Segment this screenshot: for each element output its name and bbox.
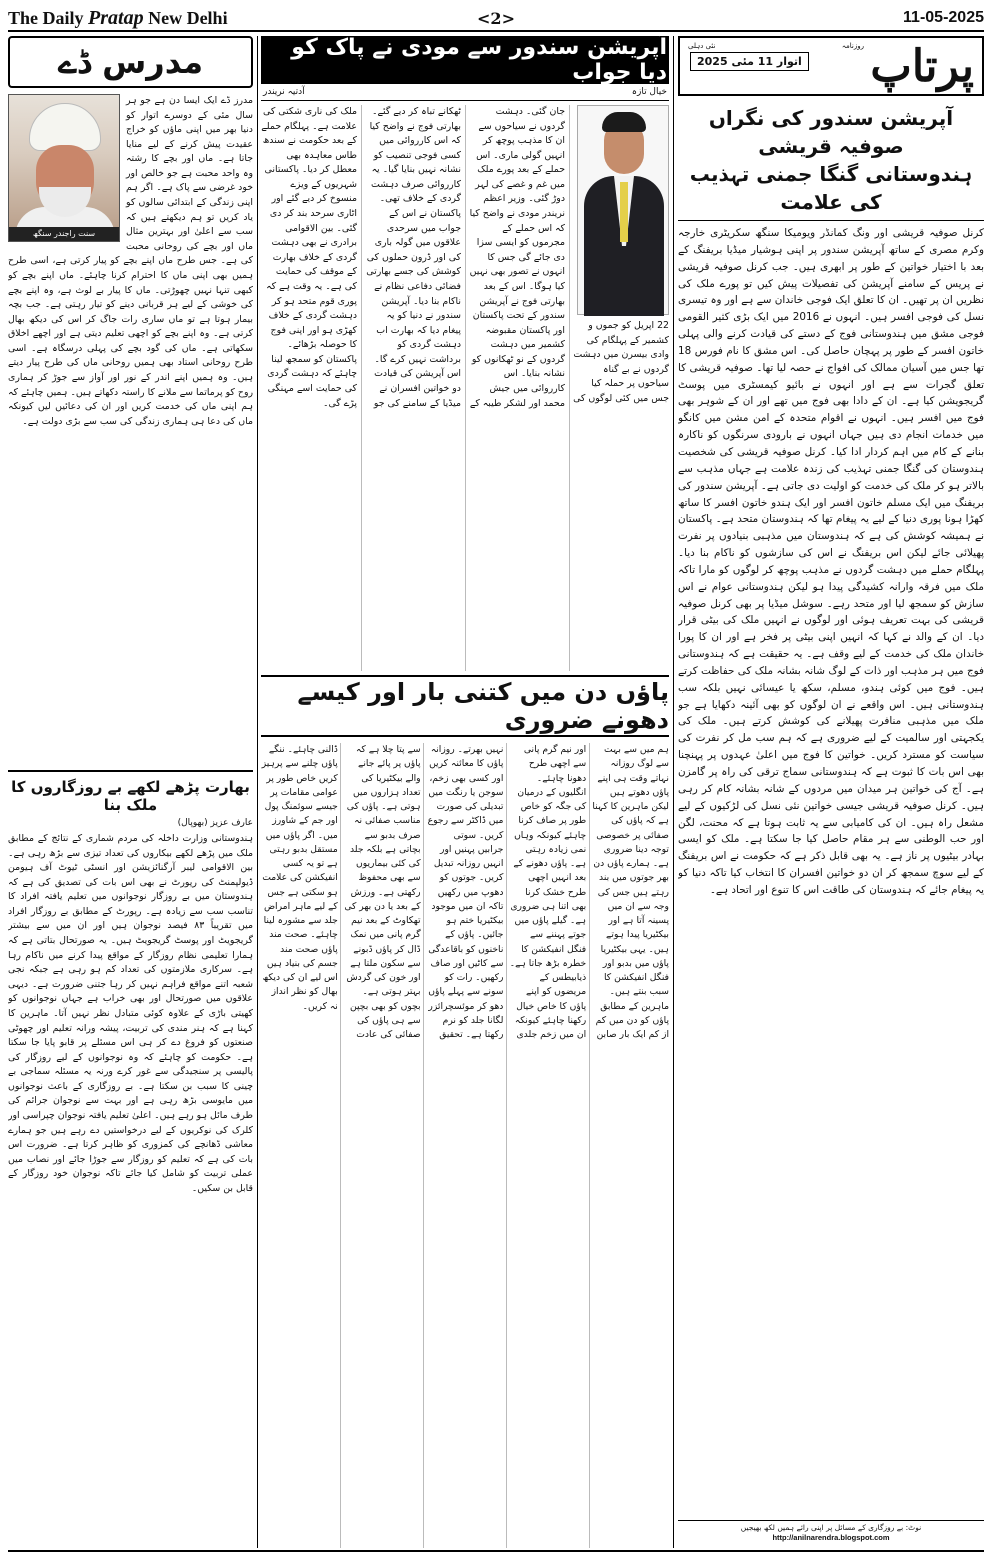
footer-note-text: نوٹ: بے روزگاری کے مسائل پر اپنی رائے ہمیں لکھ بھیجیں <box>740 1523 922 1532</box>
feet-washing-title-box <box>261 675 669 737</box>
operation-sindoor-title: آپریشن سندور سے مودی نے پاک کو دیا جواب <box>291 36 667 85</box>
column-divider <box>257 36 258 1548</box>
masthead-small-label: روزنامہ <box>841 42 864 50</box>
operation-sindoor-body: 22 اپریل کو جموں و کشمیر کے پہلگام کی وادی بیسرن میں دہشت گردوں نے بے گناہ سیاحوں پر حملہ کیا جس میں کئی لوگوں کی جان گئی۔ دہشت گردوں نے سیاحوں سے ان کا مذہب پوچھ کر انہیں گولی ماری۔ اس حملے کے بعد پورے ملک میں غم و غصے کی لہر دوڑ گئی۔ وزیر اعظم نریندر مودی نے واضح کیا کہ اس حملے کے مجرموں کو ایسی سزا دی جائے گی جس کا انہوں نے تصور بھی نہیں کیا ہوگا۔ اس کے بعد بھارتی فوج نے آپریشن سندور کے تحت پاکستان اور پاکستان مقبوضہ کشمیر میں دہشت گردوں کے نو ٹھکانوں کو نشانہ بنایا۔ اس کارروائی میں جیش محمد اور لشکر طیبہ کے ٹھکانے تباہ کر دیے گئے۔ بھارتی فوج نے واضح کیا کہ اس کارروائی میں کسی فوجی تنصیب کو نشانہ نہیں بنایا گیا۔ یہ کارروائی صرف دہشت گردی کے خلاف تھی۔ پاکستان نے اس کے جواب میں سرحدی علاقوں میں گولہ باری کی اور ڈرون حملوں کی کوشش کی جسے بھارتی فضائی دفاعی نظام نے ناکام بنا دیا۔ آپریشن سندور نے دنیا کو یہ پیغام دیا کہ بھارت اب دہشت گردی کو برداشت نہیں کرے گا۔ اس آپریشن کی قیادت دو خواتین افسران نے میڈیا کے سامنے کی جو ملک کی ناری شکتی کی علامت ہے۔ پہلگام حملے کے بعد حکومت نے سندھ طاس معاہدہ بھی معطل کر دیا۔ پاکستانی شہریوں کے ویزے منسوخ کر دیے گئے اور اٹاری سرحد بند کر دی گئی۔ بین الاقوامی برادری نے بھی دہشت گردی کے خلاف بھارت کے موقف کی حمایت کی ہے۔ یہ وقت ہے کہ پوری قوم متحد ہو کر دہشت گردی کے خلاف کھڑی ہو اور اپنی فوج کا حوصلہ بڑھائے۔ پاکستان کو سمجھ لینا چاہئے کہ دہشت گردی کی حمایت اسے مہنگی پڑے گی۔ <box>261 106 669 409</box>
middle-column <box>261 36 669 1548</box>
operation-sindoor-article <box>261 101 669 671</box>
blog-link[interactable]: http://anilnarendra.blogspot.com <box>772 1533 890 1543</box>
column-label: خیال تازہ <box>631 87 667 97</box>
sofia-qureshi-body: کرنل صوفیہ قریشی اور ونگ کمانڈر ویومیکا سنگھ سکریٹری خارجہ وکرم مصری کے ساتھ آپریشن سندور پر اپنی ہوشیار میڈیا بریفنگ کے بعد با اختیار خواتین کے طور پر ابھری ہیں۔ جب کرنل صوفیہ قریشی نے پریس کے سامنے آپریشن کی تفصیلات پیش کیں تو پورے ملک کی نظریں ان پر تھیں۔ ان کا تعلق ایک فوجی خاندان سے ہے اور وہ تیسری نسل کی فوجی افسر ہیں۔ انہوں نے 2016 میں ایک بڑی کثیر القومی فوجی مشق میں ہندوستانی فوج کے دستے کی قیادت کرنے والی پہلی خاتون افسر کے طور پر پہچان حاصل کی۔ اس مشق کا نام فورس 18 تھا جس میں آسیان ممالک کی افواج نے حصہ لیا تھا۔ صوفیہ قریشی کا تعلق گجرات سے ہے اور انہوں نے بائیو کیمسٹری میں پوسٹ گریجویشن کیا ہے۔ ان کے دادا بھی فوج میں تھے اور ان کے شوہر بھی فوج میں افسر ہیں۔ انہوں نے اقوام متحدہ کے امن مشن میں کانگو میں خدمات انجام دی ہیں جہاں انہوں نے بارودی سرنگوں کو ناکارہ بنانے کے کام میں اہم کردار ادا کیا۔ کرنل صوفیہ قریشی کی شخصیت ہندوستان کی گنگا جمنی تہذیب کی زندہ علامت ہے جہاں مذہب سے بالاتر ہو کر ملک کی خدمت کو اولیت دی جاتی ہے۔ آپریشن سندور کی بریفنگ میں ایک مسلم خاتون افسر اور ایک ہندو خاتون افسر کا ساتھ کھڑا ہونا پوری دنیا کے لیے یہ پیغام تھا کہ ہندوستان متحد ہے۔ پاکستان نے ہمیشہ کوشش کی ہے کہ ہندوستان میں مذہبی بنیادوں پر نفرت پھیلائی جائے لیکن اس بریفنگ نے اس کی سازشوں کو ناکام بنا دیا۔ پہلگام حملے میں دہشت گردوں نے مذہب پوچھ کر لوگوں کو مارا تاکہ ملک میں فرقہ وارانہ کشیدگی پیدا ہو لیکن ہندوستانی عوام نے اس سازش کو سمجھ لیا اور متحد رہے۔ سوشل میڈیا پر بھی کرنل صوفیہ قریشی کی بہت تعریف ہوئی اور لوگوں نے انہیں ملک کی بیٹی قرار دیا۔ ان کے والد نے کہا کہ انہیں اپنی بیٹی پر فخر ہے اور ان کا پورا خاندان ملک کی خدمت کے لیے وقف ہے۔ یہ حقیقت ہے کہ ہندوستانی فوج میں ہر مذہب اور ذات کے لوگ شانہ بشانہ ملک کی حفاظت کرتے ہیں۔ فوج میں کوئی ہندو، مسلم، سکھ یا عیسائی نہیں بلکہ سب ہندوستانی ہیں۔ اس واقعے نے ان لوگوں کو بھی آئینہ دکھایا ہے جو ملک میں مذہبی منافرت پھیلانے کی کوشش کرتے ہیں۔ ملک کی یکجہتی اور سالمیت کے لیے ضروری ہے کہ ہم سب مل کر نفرت کی سیاست کو مسترد کریں۔ خواتین کا فوج میں اعلیٰ عہدوں پر پہنچنا بھی اس بات کا ثبوت ہے کہ ہندوستانی سماج ترقی کی راہ پر گامزن ہے۔ آج کی خواتین ہر میدان میں مردوں کے شانہ بشانہ کام کر رہی ہیں۔ کرنل صوفیہ قریشی جیسی خواتین نئی نسل کی لڑکیوں کے لیے مشعل راہ ہیں۔ ان کی کامیابی سے یہ ثابت ہوتا ہے کہ محنت، لگن اور حب الوطنی سے ہر مقام حاصل کیا جا سکتا ہے۔ ملک کو ایسی بہادر بیٹیوں پر ناز ہے۔ یہ بھی قابل ذکر ہے کہ حکومت نے اس بریفنگ کے لیے سوچ سمجھ کر ان دو خواتین افسران کا انتخاب کیا تاکہ دنیا کو یہ پیغام جائے کہ ہندوستان کی طاقت اس کا تنوع اور اتحاد ہے۔ <box>678 227 984 896</box>
bharat-article-title: بھارت پڑھے لکھے بے روزگاروں کا ملک بنا <box>8 770 253 816</box>
sofia-qureshi-headline: آپریشن سندور کی نگراں صوفیہ قریشی <box>708 106 954 158</box>
madras-day-title-box <box>8 36 253 88</box>
paper-name <box>8 7 228 30</box>
bharat-article-byline: عارف عزیز (بھوپال) <box>177 818 253 828</box>
author-name: آدتیہ نریندر <box>263 87 305 97</box>
bottom-rule <box>8 1550 984 1552</box>
bharat-article-body: ہندوستانی وزارت داخلہ کی مردم شماری کے نتائج کے مطابق ملک میں پڑھے لکھے بیکاروں کی تعداد تیزی سے بڑھ رہی ہے۔ بین الاقوامی لیبر آرگنائزیشن اور انسٹی ٹیوٹ آف ہیومن ڈیولپمنٹ کی رپورٹ نے بھی اس بات کی تصدیق کی ہے کہ ہندوستان میں بے روزگار نوجوانوں میں تعلیم یافتہ افراد کا تناسب سب سے زیادہ ہے۔ رپورٹ کے مطابق بے روزگار افراد میں تقریباً ۸۳ فیصد نوجوان ہیں اور ان میں سے بیشتر گریجویٹ اور پوسٹ گریجویٹ ہیں۔ یہ صورتحال بتاتی ہے کہ ہمارا تعلیمی نظام روزگار کے مواقع پیدا کرنے میں ناکام رہا ہے۔ سرکاری ملازمتوں کی تعداد کم ہو رہی ہے جبکہ نجی شعبہ اتنے مواقع فراہم نہیں کر رہا جتنی ضرورت ہے۔ دیہی علاقوں میں صورتحال اور بھی خراب ہے جہاں نوجوانوں کو کھیتی باڑی کے علاوہ کوئی متبادل نظر نہیں آتا۔ ماہرین کا کہنا ہے کہ ہنر مندی کی تربیت، پیشہ ورانہ تعلیم اور چھوٹی صنعتوں کو فروغ دے کر ہی اس مسئلے پر قابو پایا جا سکتا ہے۔ حکومت کو چاہئے کہ وہ نوجوانوں کے لیے روزگار کی پالیسی پر سنجیدگی سے غور کرے ورنہ یہ مسئلہ سماجی بے چینی کا سبب بن سکتا ہے۔ بے روزگاری کے باعث نوجوانوں میں مایوسی بڑھ رہی ہے اور بہت سے نوجوان جرائم کی طرف مائل ہو رہے ہیں۔ اعلیٰ تعلیم یافتہ نوجوان چپراسی اور کلرک کی نوکریوں کے لیے درخواستیں دے رہے ہیں جو ہمارے معاشی ڈھانچے کی کمزوری کو ظاہر کرتا ہے۔ ضرورت اس بات کی ہے کہ تعلیم کو روزگار سے جوڑا جائے اور نصاب میں عملی تربیت کو شامل کیا جائے تاکہ نوجوان خود روزگار کے قابل بن سکیں۔ <box>8 833 253 1194</box>
page-header <box>8 6 984 32</box>
feet-washing-title: پاؤں دن میں کتنی بار اور کیسے دھونے ضروری <box>297 678 669 734</box>
footer-note <box>678 1520 984 1548</box>
pratap-logo: پرتاپ <box>870 41 974 92</box>
sofia-qureshi-subheadline: ہندوستانی گنگا جمنی تہذیب کی علامت <box>678 160 984 221</box>
paper-name-prefix: The Daily <box>8 7 84 28</box>
issue-date: 11-05-2025 <box>903 9 984 26</box>
operation-sindoor-byline <box>261 84 669 101</box>
madras-day-text: مدرز ڈے ایک ایسا دن ہے جو ہر سال مئی کے دوسرے اتوار کو دنیا بھر میں اپنی ماؤں کو خراج عقیدت پیش کرنے کے لیے منایا جاتا ہے۔ ماں اور بچے کا رشتہ وہ واحد محبت ہے جو خالص اور خود غرضی سے پاک ہے۔ اگر ہم اپنی زندگی کے ابتدائی سالوں کو یاد کریں تو ہم دیکھتے ہیں کہ سب سے اعلیٰ اور بہترین مثال ماں اور بچے کی روحانی محبت کی ہے۔ جس طرح ماں اپنے بچے کو پیار کرتی ہے، اسی طرح ہمیں بھی اپنی ماں کا احترام کرنا چاہئے۔ ماں اپنے بچے کو کبھی تنہا نہیں چھوڑتی۔ ماں کا پیار بے لوث ہے، وہ اپنے بچے کی خوشی کے لیے ہر قربانی دینے کو تیار رہتی ہے۔ جب بچہ بیمار ہوتا ہے تو ماں ساری رات جاگ کر اس کی دیکھ بھال کرتی ہے۔ وہ اپنے بچے کو اچھی تعلیم دیتی ہے اور اچھے اخلاق سکھاتی ہے۔ ماں کی گود بچے کی پہلی درسگاہ ہے۔ اسی طرح روحانی استاد بھی ہمیں روحانی ماں کی طرح پیار دیتے ہیں۔ وہ ہمیں اپنے اندر کے نور اور آواز سے جوڑ کر ہماری روح کو پرماتما سے ملانے کا راستہ دکھاتے ہیں۔ ہمیں چاہئے کہ ہم اپنی ماں کی خدمت کریں اور ان کی دعائیں لیں کیونکہ ماں کی دعا ہی ہماری زندگی کی سب سے بڑی دولت ہے۔ <box>8 95 253 427</box>
author-photo-caption: سنت راجندر سنگھ <box>9 227 119 241</box>
madras-day-article <box>8 94 253 770</box>
paper-name-suffix: New Delhi <box>148 7 228 28</box>
feet-washing-body: ہم میں سے بہت سے لوگ روزانہ نہاتے وقت ہی اپنے پاؤں دھوتے ہیں لیکن ماہرین کا کہنا ہے کہ پاؤں کی صفائی پر خصوصی توجہ دینا ضروری ہے۔ ہمارے پاؤں دن بھر جوتوں میں بند رہتے ہیں جس کی وجہ سے ان میں پسینہ آتا ہے اور بیکٹیریا پیدا ہوتے ہیں۔ یہی بیکٹیریا پاؤں میں بدبو اور فنگل انفیکشن کا سبب بنتے ہیں۔ ماہرین کے مطابق پاؤں کو دن میں کم از کم ایک بار صابن اور نیم گرم پانی سے اچھی طرح دھونا چاہئے۔ انگلیوں کے درمیان کی جگہ کو خاص طور پر صاف کرنا چاہئے کیونکہ وہاں نمی زیادہ رہتی ہے۔ پاؤں دھونے کے بعد انہیں اچھی طرح خشک کرنا بھی اتنا ہی ضروری ہے۔ گیلے پاؤں میں جوتے پہننے سے فنگل انفیکشن کا خطرہ بڑھ جاتا ہے۔ ذیابیطس کے مریضوں کو اپنے پاؤں کا خاص خیال رکھنا چاہئے کیونکہ ان میں زخم جلدی نہیں بھرتے۔ روزانہ پاؤں کا معائنہ کریں اور کسی بھی زخم، سوجن یا رنگت میں تبدیلی کی صورت میں ڈاکٹر سے رجوع کریں۔ سوتی جرابیں پہنیں اور انہیں روزانہ تبدیل کریں۔ جوتوں کو دھوپ میں رکھیں تاکہ ان میں موجود بیکٹیریا ختم ہو جائیں۔ پاؤں کے ناخنوں کو باقاعدگی سے کاٹیں اور صاف رکھیں۔ رات کو سونے سے پہلے پاؤں دھو کر موئسچرائزر لگانا جلد کو نرم رکھتا ہے۔ تحقیق سے پتا چلا ہے کہ پاؤں پر پائے جانے والے بیکٹیریا کی تعداد ہزاروں میں ہوتی ہے۔ پاؤں کی مناسب صفائی نہ صرف بدبو سے بچاتی ہے بلکہ جلد کی کئی بیماریوں سے بھی محفوظ رکھتی ہے۔ ورزش کے بعد یا دن بھر کی تھکاوٹ کے بعد نیم گرم پانی میں نمک ڈال کر پاؤں ڈبونے سے سکون ملتا ہے اور خون کی گردش بہتر ہوتی ہے۔ بچوں کو بھی بچپن سے ہی پاؤں کی صفائی کی عادت ڈالنی چاہئے۔ ننگے پاؤں چلنے سے پرہیز کریں خاص طور پر عوامی مقامات پر جیسے سوئمنگ پول اور جم کے شاورز میں۔ اگر پاؤں میں مستقل بدبو رہتی ہے تو یہ کسی انفیکشن کی علامت ہو سکتی ہے جس کے لیے ماہر امراض جلد سے مشورہ لینا چاہئے۔ صحت مند پاؤں صحت مند جسم کی بنیاد ہیں اس لیے ان کی دیکھ بھال کو نظر انداز نہ کریں۔ <box>261 744 669 1040</box>
left-column <box>8 36 253 1548</box>
masthead-city-label: نئی دہلی <box>688 42 716 50</box>
author-photo <box>8 94 120 242</box>
right-column <box>678 36 984 1548</box>
masthead <box>678 36 984 96</box>
column-divider <box>673 36 674 1548</box>
paper-name-brand: Pratap <box>88 6 144 29</box>
operation-sindoor-title-box <box>261 36 669 84</box>
madras-day-title: مدرس ڈے <box>57 43 203 81</box>
page-number: <2> <box>477 8 515 28</box>
masthead-date: اتوار 11 مئی 2025 <box>690 52 809 71</box>
author-photo <box>577 105 669 315</box>
